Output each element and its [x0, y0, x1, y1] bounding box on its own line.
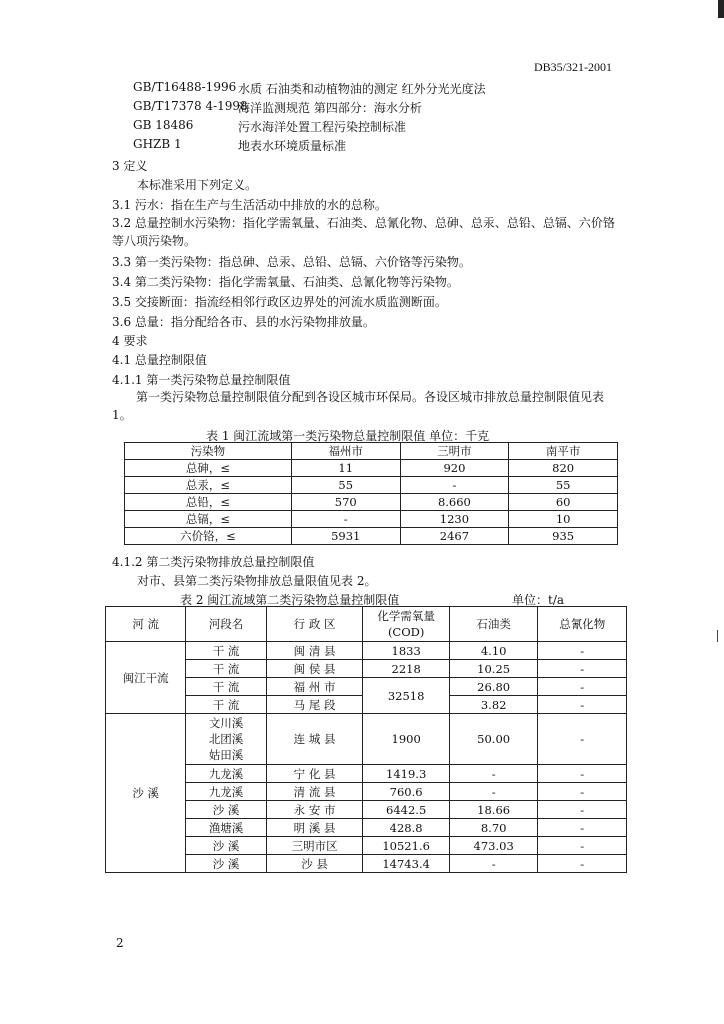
table-cell: 总砷，≤ [125, 460, 292, 477]
table-cell: 55 [291, 477, 400, 494]
table-header-cell: 污染物 [125, 443, 292, 460]
reference-item [133, 118, 406, 135]
table-cell: 14743.4 [363, 855, 449, 873]
table-cell: 总铅，≤ [125, 494, 292, 511]
table-cell: 8.70 [449, 819, 538, 837]
table-cell: 干 流 [186, 696, 266, 714]
table-header-cell: 福州市 [291, 443, 400, 460]
table-cell: 六价铬，≤ [125, 528, 292, 545]
table-cell: - [538, 714, 627, 765]
table-cell: - [400, 477, 509, 494]
table-row [125, 460, 618, 477]
table-cell: 3.82 [449, 696, 538, 714]
reference-item [133, 80, 486, 97]
table1 [124, 442, 618, 545]
table-cell: 清 流 县 [266, 783, 363, 801]
table-cell: 闽 侯 县 [266, 660, 363, 678]
reference-title: 海洋监测规范 第四部分：海水分析 [238, 101, 422, 115]
table-cell: - [449, 855, 538, 873]
table2-unit: 单位：t/a [512, 593, 565, 607]
reference-code: GHZB 1 [133, 137, 182, 151]
table-cell: 4.10 [449, 642, 538, 660]
subsection-heading: 4.1.1 第一类污染物总量控制限值 [112, 373, 291, 387]
table-cell: 1419.3 [363, 765, 449, 783]
table-cell: - [538, 801, 627, 819]
table-header-row [125, 443, 618, 460]
table-cell: - [538, 837, 627, 855]
table-cell: 三明市区 [266, 837, 363, 855]
table-cell: 50.00 [449, 714, 538, 765]
table-cell: - [538, 642, 627, 660]
table-cell: - [538, 783, 627, 801]
definition: 3.4 第二类污染物：指化学需氧量、石油类、总氰化物等污染物。 [112, 275, 459, 289]
reference-code: GB 18486 [133, 118, 194, 132]
section-heading: 4 要求 [112, 334, 148, 348]
reference-title: 污水海洋处置工程污染控制标准 [238, 120, 407, 134]
table-cell: - [449, 783, 538, 801]
paragraph: 对市、县第二类污染物排放总量限值见表 2。 [137, 574, 377, 588]
table-cell: 10 [509, 511, 618, 528]
subsection-heading: 4.1 总量控制限值 [112, 353, 207, 367]
table-row [125, 511, 618, 528]
table-row [106, 642, 627, 660]
definition: 3.5 交接断面：指流经相邻行政区边界处的河流水质监测断面。 [112, 295, 447, 309]
table-cell: 沙 溪 [186, 837, 266, 855]
definition: 3.3 第一类污染物：指总砷、总汞、总铅、总镉、六价铬等污染物。 [112, 255, 471, 269]
table-cell: 宁 化 县 [266, 765, 363, 783]
table1-caption: 表 1 闽江流域第一类污染物总量控制限值 单位：千克 [206, 429, 490, 443]
table2 [105, 606, 627, 873]
table-header-cell: 行 政 区 [266, 607, 363, 642]
table-header-cell: 石油类 [449, 607, 538, 642]
table-cell: 永 安 市 [266, 801, 363, 819]
table-cell: - [538, 696, 627, 714]
table-cell: 18.66 [449, 801, 538, 819]
reference-item [133, 99, 422, 116]
table-header-cell: 南平市 [509, 443, 618, 460]
document-code: DB35/321-2001 [534, 60, 612, 74]
table-cell: 820 [509, 460, 618, 477]
river-group-cell: 沙 溪 [106, 714, 186, 873]
table-cell: 文川溪 北团溪 姑田溪 [186, 714, 266, 765]
table-cell: - [538, 765, 627, 783]
table-cell: 920 [400, 460, 509, 477]
reference-code: GB/T16488-1996 [133, 80, 237, 94]
table-cell: 干 流 [186, 678, 266, 696]
table-cell: 2467 [400, 528, 509, 545]
table-cell: 福 州 市 [266, 678, 363, 696]
subsection-heading: 4.1.2 第二类污染物排放总量控制限值 [112, 555, 315, 569]
paragraph: 本标准采用下列定义。 [137, 178, 258, 192]
table-cell: 55 [509, 477, 618, 494]
table-cell: 26.80 [449, 678, 538, 696]
table-cell: - [538, 855, 627, 873]
table-cell: 干 流 [186, 660, 266, 678]
page-number: 2 [116, 936, 124, 950]
definition: 3.6 总量：指分配给各市、县的水污染物排放量。 [112, 315, 375, 329]
table-cell: 1900 [363, 714, 449, 765]
table-cell: 渔塘溪 [186, 819, 266, 837]
section-heading: 3 定义 [112, 159, 148, 173]
table-row [125, 477, 618, 494]
table-cell: 32518 [363, 678, 449, 714]
table-cell: - [538, 819, 627, 837]
table-row [125, 494, 618, 511]
table-cell: - [538, 660, 627, 678]
table-cell: 干 流 [186, 642, 266, 660]
river-group-cell: 闽江干流 [106, 642, 186, 714]
table-cell: 428.8 [363, 819, 449, 837]
table2-caption: 表 2 闽江流域第二类污染物总量控制限值 [180, 593, 400, 607]
table-cell: 沙 县 [266, 855, 363, 873]
table-header-cell: 河 流 [106, 607, 186, 642]
table-cell: 九龙溪 [186, 783, 266, 801]
table-header-cell: 三明市 [400, 443, 509, 460]
table-cell: 沙 溪 [186, 855, 266, 873]
table-cell: 6442.5 [363, 801, 449, 819]
reference-title: 地表水环境质量标准 [238, 139, 347, 153]
table-cell: 沙 溪 [186, 801, 266, 819]
table-row [106, 714, 627, 765]
table-cell: 2218 [363, 660, 449, 678]
table-row [125, 528, 618, 545]
reference-item [133, 137, 346, 154]
definition: 3.1 污水：指在生产与生活活动中排放的水的总称。 [112, 198, 387, 212]
table-cell: 935 [509, 528, 618, 545]
table-header-row [106, 607, 627, 642]
table-cell: 10.25 [449, 660, 538, 678]
table-cell: - [449, 765, 538, 783]
table-cell: - [538, 678, 627, 696]
table-header-cell: 化学需氧量 (COD) [363, 607, 449, 642]
table-cell: 明 溪 县 [266, 819, 363, 837]
table-cell: 473.03 [449, 837, 538, 855]
paragraph: 第一类污染物总量控制限值分配到各设区城市环保局。各设区城市排放总量控制限值见表 1。 [112, 390, 605, 422]
table-cell: 5931 [291, 528, 400, 545]
table-cell: 760.6 [363, 783, 449, 801]
table-cell: 10521.6 [363, 837, 449, 855]
reference-title: 水质 石油类和动植物油的测定 红外分光光度法 [238, 82, 486, 96]
table-cell: 闽 清 县 [266, 642, 363, 660]
table-cell: 总汞，≤ [125, 477, 292, 494]
table-header-cell: 总氰化物 [538, 607, 627, 642]
table-cell: 九龙溪 [186, 765, 266, 783]
table-cell: 1833 [363, 642, 449, 660]
table-cell: 570 [291, 494, 400, 511]
reference-code: GB/T17378 4-1998 [133, 99, 248, 113]
table-cell: 60 [509, 494, 618, 511]
table-cell: 马 尾 段 [266, 696, 363, 714]
table-cell: 8.660 [400, 494, 509, 511]
definition: 3.2 总量控制水污染物：指化学需氧量、石油类、总氰化物、总砷、总汞、总铅、总镉、六价铬等八项污染物。 [112, 216, 615, 248]
scan-edge-mark [718, 0, 724, 18]
table-cell: - [291, 511, 400, 528]
scan-margin-mark [717, 630, 718, 642]
table-cell: 1230 [400, 511, 509, 528]
table-cell: 11 [291, 460, 400, 477]
table-header-cell: 河段名 [186, 607, 266, 642]
table-cell: 连 城 县 [266, 714, 363, 765]
table-cell: 总镉，≤ [125, 511, 292, 528]
